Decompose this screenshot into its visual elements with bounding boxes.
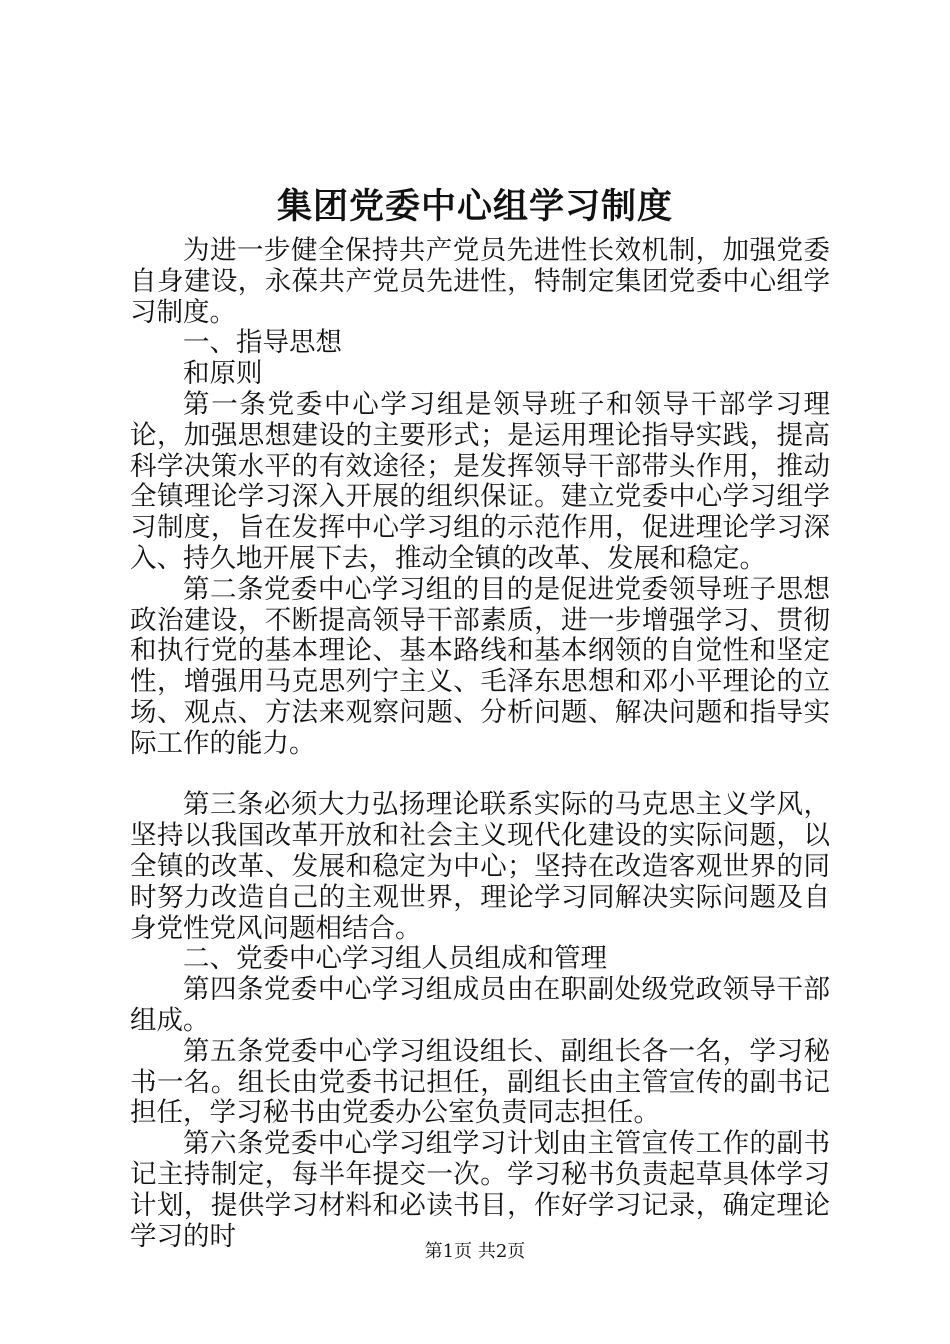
article-3-paragraph: 第三条必须大力弘扬理论联系实际的马克思主义学风，坚持以我国改革开放和社会主义现代化建设的实际问题，以全镇的改革、发展和稳定为中心；坚持在改造客观世界的同时努力改造自己的主观世界，理论学习同解决实际问题及自身党性党风问题相结合。 [130, 789, 830, 944]
article-1-paragraph: 第一条党委中心学习组是领导班子和领导干部学习理论，加强思想建设的主要形式；是运用理论指导实践，提高科学决策水平的有效途径；是发挥领导干部带头作用，推动全镇理论学习深入开展的组织保证。建立党委中心学习组学习制度，旨在发挥中心学习组的示范作用，促进理论学习深入、持久地开展下去，推动全镇的改革、发展和稳定。 [130, 388, 830, 574]
article-4-paragraph: 第四条党委中心学习组成员由在职副处级党政领导干部组成。 [130, 974, 830, 1036]
document-body [130, 236, 830, 1252]
section-heading-principles: 和原则 [183, 358, 263, 390]
article-6-paragraph: 第六条党委中心学习组学习计划由主管宣传工作的副书记主持制定，每半年提交一次。学习秘书负责起草具体学习计划，提供学习材料和必读书目，作好学习记录，确定理论学习的时 [130, 1128, 830, 1252]
section-heading-membership: 二、党委中心学习组人员组成和管理 [183, 943, 607, 975]
article-5-paragraph: 第五条党委中心学习组设组长、副组长各一名，学习秘书一名。组长由党委书记担任，副组长由主管宣传的副书记担任，学习秘书由党委办公室负责同志担任。 [130, 1035, 830, 1129]
page-title: 集团党委中心组学习制度 [276, 186, 673, 227]
article-2-paragraph: 第二条党委中心学习组的目的是促进党委领导班子思想政治建设，不断提高领导干部素质，进一步增强学习、贯彻和执行党的基本理论、基本路线和基本纲领的自觉性和坚定性，增强用马克思列宁主义、毛泽东思想和邓小平理论的立场、观点、方法来观察问题、分析问题、解决问题和指导实际工作的能力。 [130, 573, 830, 759]
page-number-footer: 第1页 共2页 [424, 1241, 526, 1262]
intro-paragraph: 为进一步健全保持共产党员先进性长效机制，加强党委自身建设，永葆共产党员先进性，特制定集团党委中心组学习制度。 [130, 235, 830, 328]
section-heading-guiding-thought: 一、指导思想 [183, 327, 342, 359]
